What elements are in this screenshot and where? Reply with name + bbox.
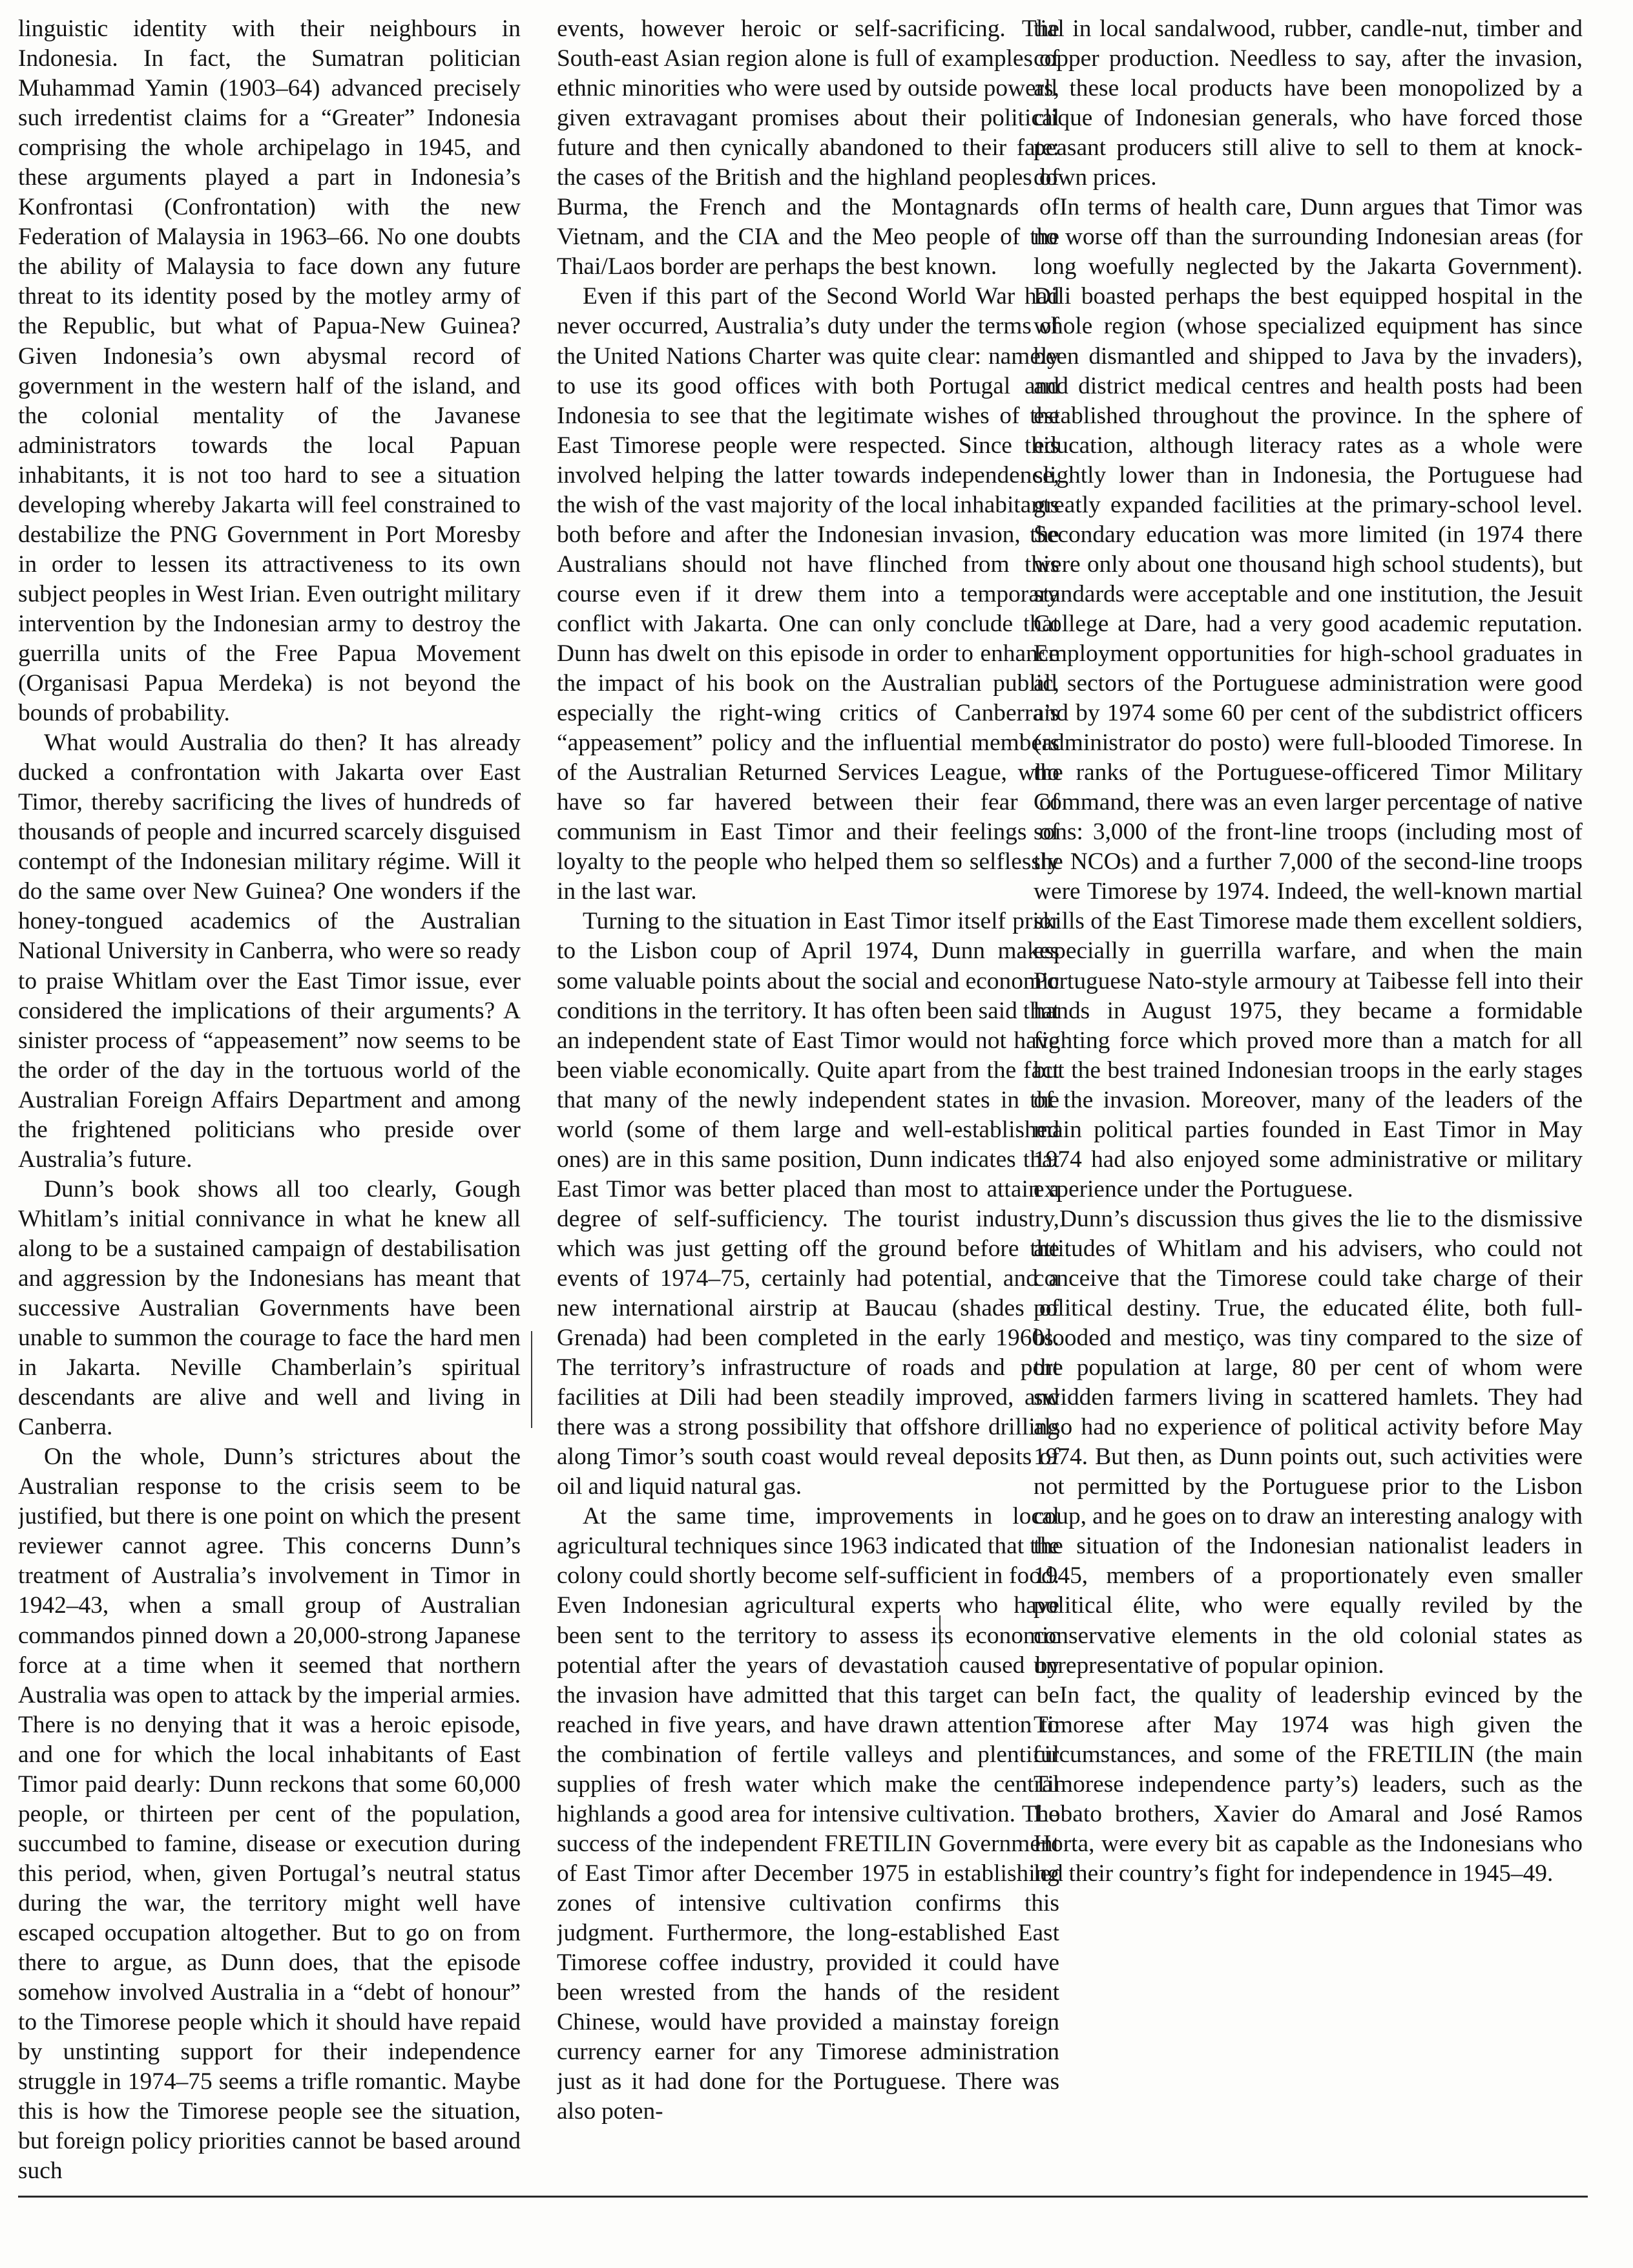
paragraph: events, however heroic or self-sacrificing. The South-east Asian region alone is full of examples of ethnic minorities who were used by outside powers, given extravagant promises about their political future and then cynically abandoned to their fate: the cases of the British and the highland peoples of Burma, the French and the Montagnards of Vietnam, and the CIA and the Meo people of the Thai/Laos border are perhaps the best known.: [557, 16, 1059, 280]
column-divider: [531, 1331, 532, 1428]
text-column-2: [557, 14, 1059, 2185]
paragraph: In fact, the quality of leadership evinced by the Timorese after May 1974 was high given the circumstances, and some of the FRETILIN (the main Timorese independence party’s) leaders, such as the Lobato brothers, Xavier do Amaral and José Ramos Horta, were every bit as capable as the Indonesians who led their country’s fight for independence in 1945–49.: [1034, 1681, 1583, 1887]
paragraph: Dunn’s book shows all too clearly, Gough Whitlam’s initial connivance in what he knew all along to be a sustained campaign of destabilisation and aggression by the Indonesians has meant that successive Australian Governments have been unable to summon the courage to face the hard men in Jakarta. Neville Chamberlain’s spiritual descendants are alive and well and living in Canberra.: [18, 1175, 521, 1441]
text-column-3: [1034, 14, 1583, 2185]
paragraph: In terms of health care, Dunn argues that Timor was no worse off than the surrounding Indonesian areas (for long woefully neglected by the Jakarta Government). Dili boasted perhaps the best equipped hospital in the whole region (whose specialized equipment has since been dismantled and shipped to Java by the invaders), and district medical centres and health posts had been established throughout the province. In the sphere of education, although literacy rates as a whole were slightly lower than in Indonesia, the Portuguese had greatly expanded facilities at the primary-school level. Secondary education was more limited (in 1974 there were only about one thousand high school students), but standards were acceptable and one institution, the Jesuit College at Dare, had a very good academic reputation. Employment opportunities for high-school graduates in all sectors of the Portuguese administration were good and by 1974 some 60 per cent of the subdistrict officers (administrator do posto) were full-blooded Timorese. In the ranks of the Portuguese-officered Timor Military Command, there was an even larger percentage of native sons: 3,000 of the front-line troops (including most of the NCOs) and a further 7,000 of the second-line troops were Timorese by 1974. Indeed, the well-known martial skills of the East Timorese made them excellent soldiers, especially in guerrilla warfare, and when the main Portuguese Nato-style armoury at Taibesse fell into their hands in August 1975, they became a formidable fighting force which proved more than a match for all but the best trained Indonesian troops in the early stages of the invasion. Moreover, many of the leaders of the main political parties founded in East Timor in May 1974 had also enjoyed some administrative or military experience under the Portuguese.: [1034, 194, 1583, 1202]
paragraph: Turning to the situation in East Timor itself prior to the Lisbon coup of April 1974, Dunn makes some valuable points about the social and economic conditions in the territory. It has often been said that an independent state of East Timor would not have been viable economically. Quite apart from the fact that many of the newly independent states in the world (some of them large and well-established ones) are in this same position, Dunn indicates that East Timor was better placed than most to attain a degree of self-sufficiency. The tourist industry, which was just getting off the ground before the events of 1974–75, certainly had potential, and a new international airstrip at Baucau (shades of Grenada) had been completed in the early 1960s. The territory’s infrastructure of roads and port facilities at Dili had been steadily improved, and there was a strong possibility that offshore drilling along Timor’s south coast would reveal deposits of oil and liquid natural gas.: [557, 908, 1059, 1500]
paragraph: Even if this part of the Second World War had never occurred, Australia’s duty under the terms of the United Nations Charter was quite clear: namely to use its good offices with both Portugal and Indonesia to see that the legitimate wishes of the East Timorese people were respected. Since this involved helping the latter towards independence, the wish of the vast majority of the local inhabitants both before and after the Indonesian invasion, the Australians should not have flinched from this course even if it drew them into a temporary conflict with Jakarta. One can only conclude that Dunn has dwelt on this episode in order to enhance the impact of his book on the Australian public, especially the right-wing critics of Canberra’s “appeasement” policy and the influential members of the Australian Returned Services League, who have so far havered between their fear of communism in East Timor and their feelings of loyalty to the people who helped them so selflessly in the last war.: [557, 283, 1059, 905]
paragraph: linguistic identity with their neighbours in Indonesia. In fact, the Sumatran politician Muhammad Yamin (1903–64) advanced precisely such irredentist claims for a “Greater” Indonesia comprising the whole archipelago in 1945, and these arguments played a part in Indonesia’s Konfrontasi (Confrontation) with the new Federation of Malaysia in 1963–66. No one doubts the ability of Malaysia to face down any future threat to its identity posed by the motley army of the Republic, but what of Papua-New Guinea? Given Indonesia’s own abysmal record of government in the western half of the island, and the colonial mentality of the Javanese administrators towards the local Papuan inhabitants, it is not too hard to see a situation developing whereby Jakarta will feel constrained to destabilize the PNG Government in Port Moresby in order to lessen its attractiveness to its own subject peoples in West Irian. Even outright military intervention by the Indonesian army to destroy the guerrilla units of the Free Papua Movement (Organisasi Papua Merdeka) is not beyond the bounds of probability.: [18, 16, 521, 727]
paragraph: What would Australia do then? It has already ducked a confrontation with Jakarta over East Timor, thereby sacrificing the lives of hundreds of thousands of people and incurred scarcely disguised contempt of the Indonesian military régime. Will it do the same over New Guinea? One wonders if the honey-tongued academics of the Australian National University in Canberra, who were so ready to praise Whitlam over the East Timor issue, ever considered the implications of their arguments? A sinister process of “appeasement” now seems to be the order of the day in the tortuous world of the Australian Foreign Affairs Department and among the frightened politicians who preside over Australia’s future.: [18, 730, 521, 1173]
text-column-1: [18, 14, 521, 2185]
paragraph: tial in local sandalwood, rubber, candle-nut, timber and copper production. Needless to say, after the invasion, all these local products have been monopolized by a clique of Indonesian generals, who have forced those peasant producers still alive to sell to them at knock-down prices.: [1034, 16, 1583, 191]
paragraph: Dunn’s discussion thus gives the lie to the dismissive attitudes of Whitlam and his advisers, who could not conceive that the Timorese could take charge of their political destiny. True, the educated élite, both full-blooded and mestiço, was tiny compared to the size of the population at large, 80 per cent of whom were swidden farmers living in scattered hamlets. They had also had no experience of political activity before May 1974. But then, as Dunn points out, such activities were not permitted by the Portuguese prior to the Lisbon coup, and he goes on to draw an interesting analogy with the situation of the Indonesian nationalist leaders in 1945, members of a proportionately even smaller political élite, who were equally reviled by the conservative elements in the old colonial states as unrepresentative of popular opinion.: [1034, 1205, 1583, 1679]
paragraph: On the whole, Dunn’s strictures about the Australian response to the crisis seem to be justified, but there is one point on which the present reviewer cannot agree. This concerns Dunn’s treatment of Australia’s involvement in Timor in 1942–43, when a small group of Australian commandos pinned down a 20,000-strong Japanese force at a time when it seemed that northern Australia was open to attack by the imperial armies. There is no denying that it was a heroic episode, and one for which the local inhabitants of East Timor paid dearly: Dunn reckons that some 60,000 people, or thirteen per cent of the population, succumbed to famine, disease or execution during this period, when, given Portugal’s neutral status during the war, the territory might well have escaped occupation altogether. But to go on from there to argue, as Dunn does, that the episode somehow involved Australia in a “debt of honour” to the Timorese people which it should have repaid by unstinting support for their independence struggle in 1974–75 seems a trifle romantic. Maybe this is how the Timorese people see the situation, but foreign policy priorities cannot be based around such: [18, 1444, 521, 2185]
bottom-rule: [18, 2196, 1588, 2198]
paragraph: At the same time, improvements in local agricultural techniques since 1963 indicated that the colony could shortly become self-sufficient in food. Even Indonesian agricultural experts who have been sent to the territory to assess its economic potential after the years of devastation caused by the invasion have admitted that this target can be reached in five years, and have drawn attention to the combination of fertile valleys and plentiful supplies of fresh water which make the central highlands a good area for intensive cultivation. The success of the independent FRETILIN Government of East Timor after December 1975 in establishing zones of intensive cultivation confirms this judgment. Furthermore, the long-established East Timorese coffee industry, provided it could have been wrested from the hands of the resident Chinese, would have provided a mainstay foreign currency earner for any Timorese administration just as it had done for the Portuguese. There was also poten-: [557, 1503, 1059, 2125]
